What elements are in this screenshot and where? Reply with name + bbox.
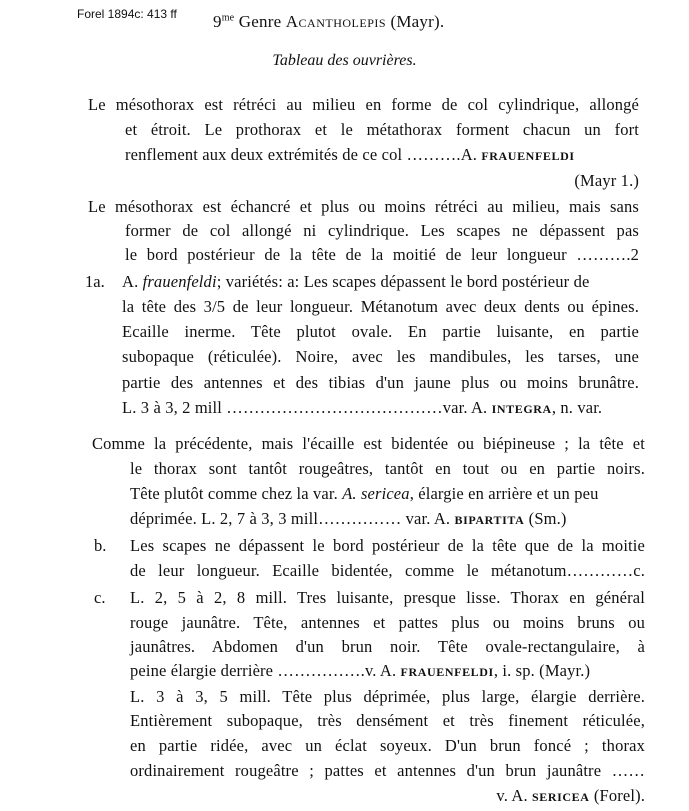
- genus-number-suffix: me: [221, 12, 235, 24]
- couplet-3-line-1: Comme la précédente, mais l'écaille est bidentée ou biépineuse ; la tête et: [92, 434, 645, 453]
- couplet-c-var: v. A.: [496, 786, 528, 805]
- couplet-c-text: peine élargie derrière …………….v. A.: [130, 661, 397, 680]
- couplet-1-line-3: [125, 144, 575, 165]
- couplet-1a-line-2: la tête des 3/5 de leur longueur. Métanotum avec deux dents ou épines.: [122, 297, 639, 316]
- genus-number: 9: [213, 12, 222, 31]
- couplet-1a-genus: A.: [122, 272, 139, 291]
- couplet-c-label: c.: [94, 588, 106, 607]
- couplet-c-author: , i. sp. (Mayr.): [493, 661, 591, 680]
- couplet-1a-line-6: [122, 397, 602, 418]
- couplet-3-author: (Sm.): [528, 509, 567, 528]
- couplet-1a-label: 1a.: [85, 272, 105, 291]
- couplet-1a-measure: L. 3 à 3, 2 mill …………………………………var. A.: [122, 398, 488, 417]
- couplet-c-line-5: L. 3 à 3, 5 mill. Tête plus déprimée, plus large, élargie derrière.: [130, 687, 645, 706]
- taxon-frauenfeldi: frauenfeldi: [481, 145, 575, 164]
- couplet-3-text-b: , élargie en arrière et un peu: [409, 484, 599, 503]
- couplet-3-line-2: le thorax sont tantôt rougeâtres, tantôt en tout ou en partie noirs.: [130, 459, 645, 478]
- couplet-2-line-1: Le mésothorax est échancré et plus ou moins rétréci au milieu, mais sans: [88, 197, 639, 216]
- couplet-c-line-2: rouge jaunâtre. Tête, antennes et pattes plus ou moins bruns ou: [130, 613, 645, 632]
- genre-word: Genre: [238, 12, 282, 31]
- couplet-1-author: (Mayr 1.): [574, 171, 639, 190]
- couplet-1a-line-1: [122, 271, 589, 292]
- couplet-1a-novvar: , n. var.: [551, 398, 603, 417]
- genus-author: (Mayr).: [390, 12, 445, 31]
- couplet-2-line-3: le bord postérieur de la tête de la moitié de leur longueur ……….2: [125, 245, 639, 264]
- couplet-c-line-6: Entièrement subopaque, très densément et très finement réticulée,: [130, 711, 645, 730]
- citation-label: Forel 1894c: 413 ff: [74, 7, 180, 21]
- couplet-1-line-2: et étroit. Le prothorax et le métathorax forment chacun un fort: [125, 120, 639, 139]
- couplet-b-line-2: de leur longueur. Ecaille bidentée, comme le métanotum…………c.: [130, 561, 645, 580]
- couplet-1a-species: frauenfeldi: [142, 272, 217, 291]
- couplet-c-line-4: [130, 660, 590, 681]
- couplet-c-line-3: jaunâtres. Abdomen d'un brun noir. Tête ovale-rectangulaire, à: [130, 637, 645, 656]
- couplet-3-text-a: Tête plutôt comme chez la var.: [130, 484, 338, 503]
- couplet-1a-line-5: partie des antennes et des tibias d'un jaune plus ou moins brunâtre.: [122, 373, 639, 392]
- genus-heading: [213, 12, 444, 32]
- taxon-bipartita: bipartita: [454, 509, 525, 528]
- couplet-b-line-1: Les scapes ne dépassent le bord postérieur de la tête que de la moitie: [130, 536, 645, 555]
- couplet-c-line-1: L. 2, 5 à 2, 8 mill. Tres luisante, presque lisse. Thorax en général: [130, 588, 645, 607]
- couplet-3-line-4: [130, 508, 567, 529]
- couplet-c-line-9: [400, 785, 645, 806]
- couplet-1a-text: ; variétés: a: Les scapes dépassent le bord postérieur de: [216, 272, 590, 291]
- couplet-1-text: renflement aux deux extrémités de ce col ……….A.: [125, 145, 478, 164]
- taxon-sericea-ref: A. sericea: [342, 484, 410, 503]
- taxon-integra: integra: [491, 398, 552, 417]
- couplet-c-line-8: ordinairement rougeâtre ; pattes et antennes d'un brun jaunâtre ……: [130, 761, 645, 780]
- genus-name: Acantholepis: [285, 12, 387, 31]
- couplet-3-measure: déprimée. L. 2, 7 à 3, 3 mill…………… var. A.: [130, 509, 451, 528]
- couplet-1a-line-4: subopaque (réticulée). Noire, avec les mandibules, les tarses, une: [122, 347, 639, 366]
- table-subtitle: Tableau des ouvrières.: [272, 52, 417, 69]
- couplet-1a-line-3: Ecaille inerme. Tête plutot ovale. En partie luisante, en partie: [122, 322, 639, 341]
- couplet-c-forel: (Forel).: [593, 786, 645, 805]
- taxon-sericea: sericea: [532, 786, 590, 805]
- couplet-b-label: b.: [94, 536, 107, 555]
- couplet-c-line-7: en partie ridée, avec un éclat soyeux. D'un brun foncé ; thorax: [130, 736, 645, 755]
- couplet-3-line-3: [130, 483, 599, 504]
- taxon-frauenfeldi-sp: frauenfeldi: [400, 661, 494, 680]
- couplet-1-line-1: Le mésothorax est rétréci au milieu en forme de col cylindrique, allongé: [88, 95, 639, 114]
- couplet-2-line-2: former de col allongé ni cylindrique. Les scapes ne dépassent pas: [125, 221, 639, 240]
